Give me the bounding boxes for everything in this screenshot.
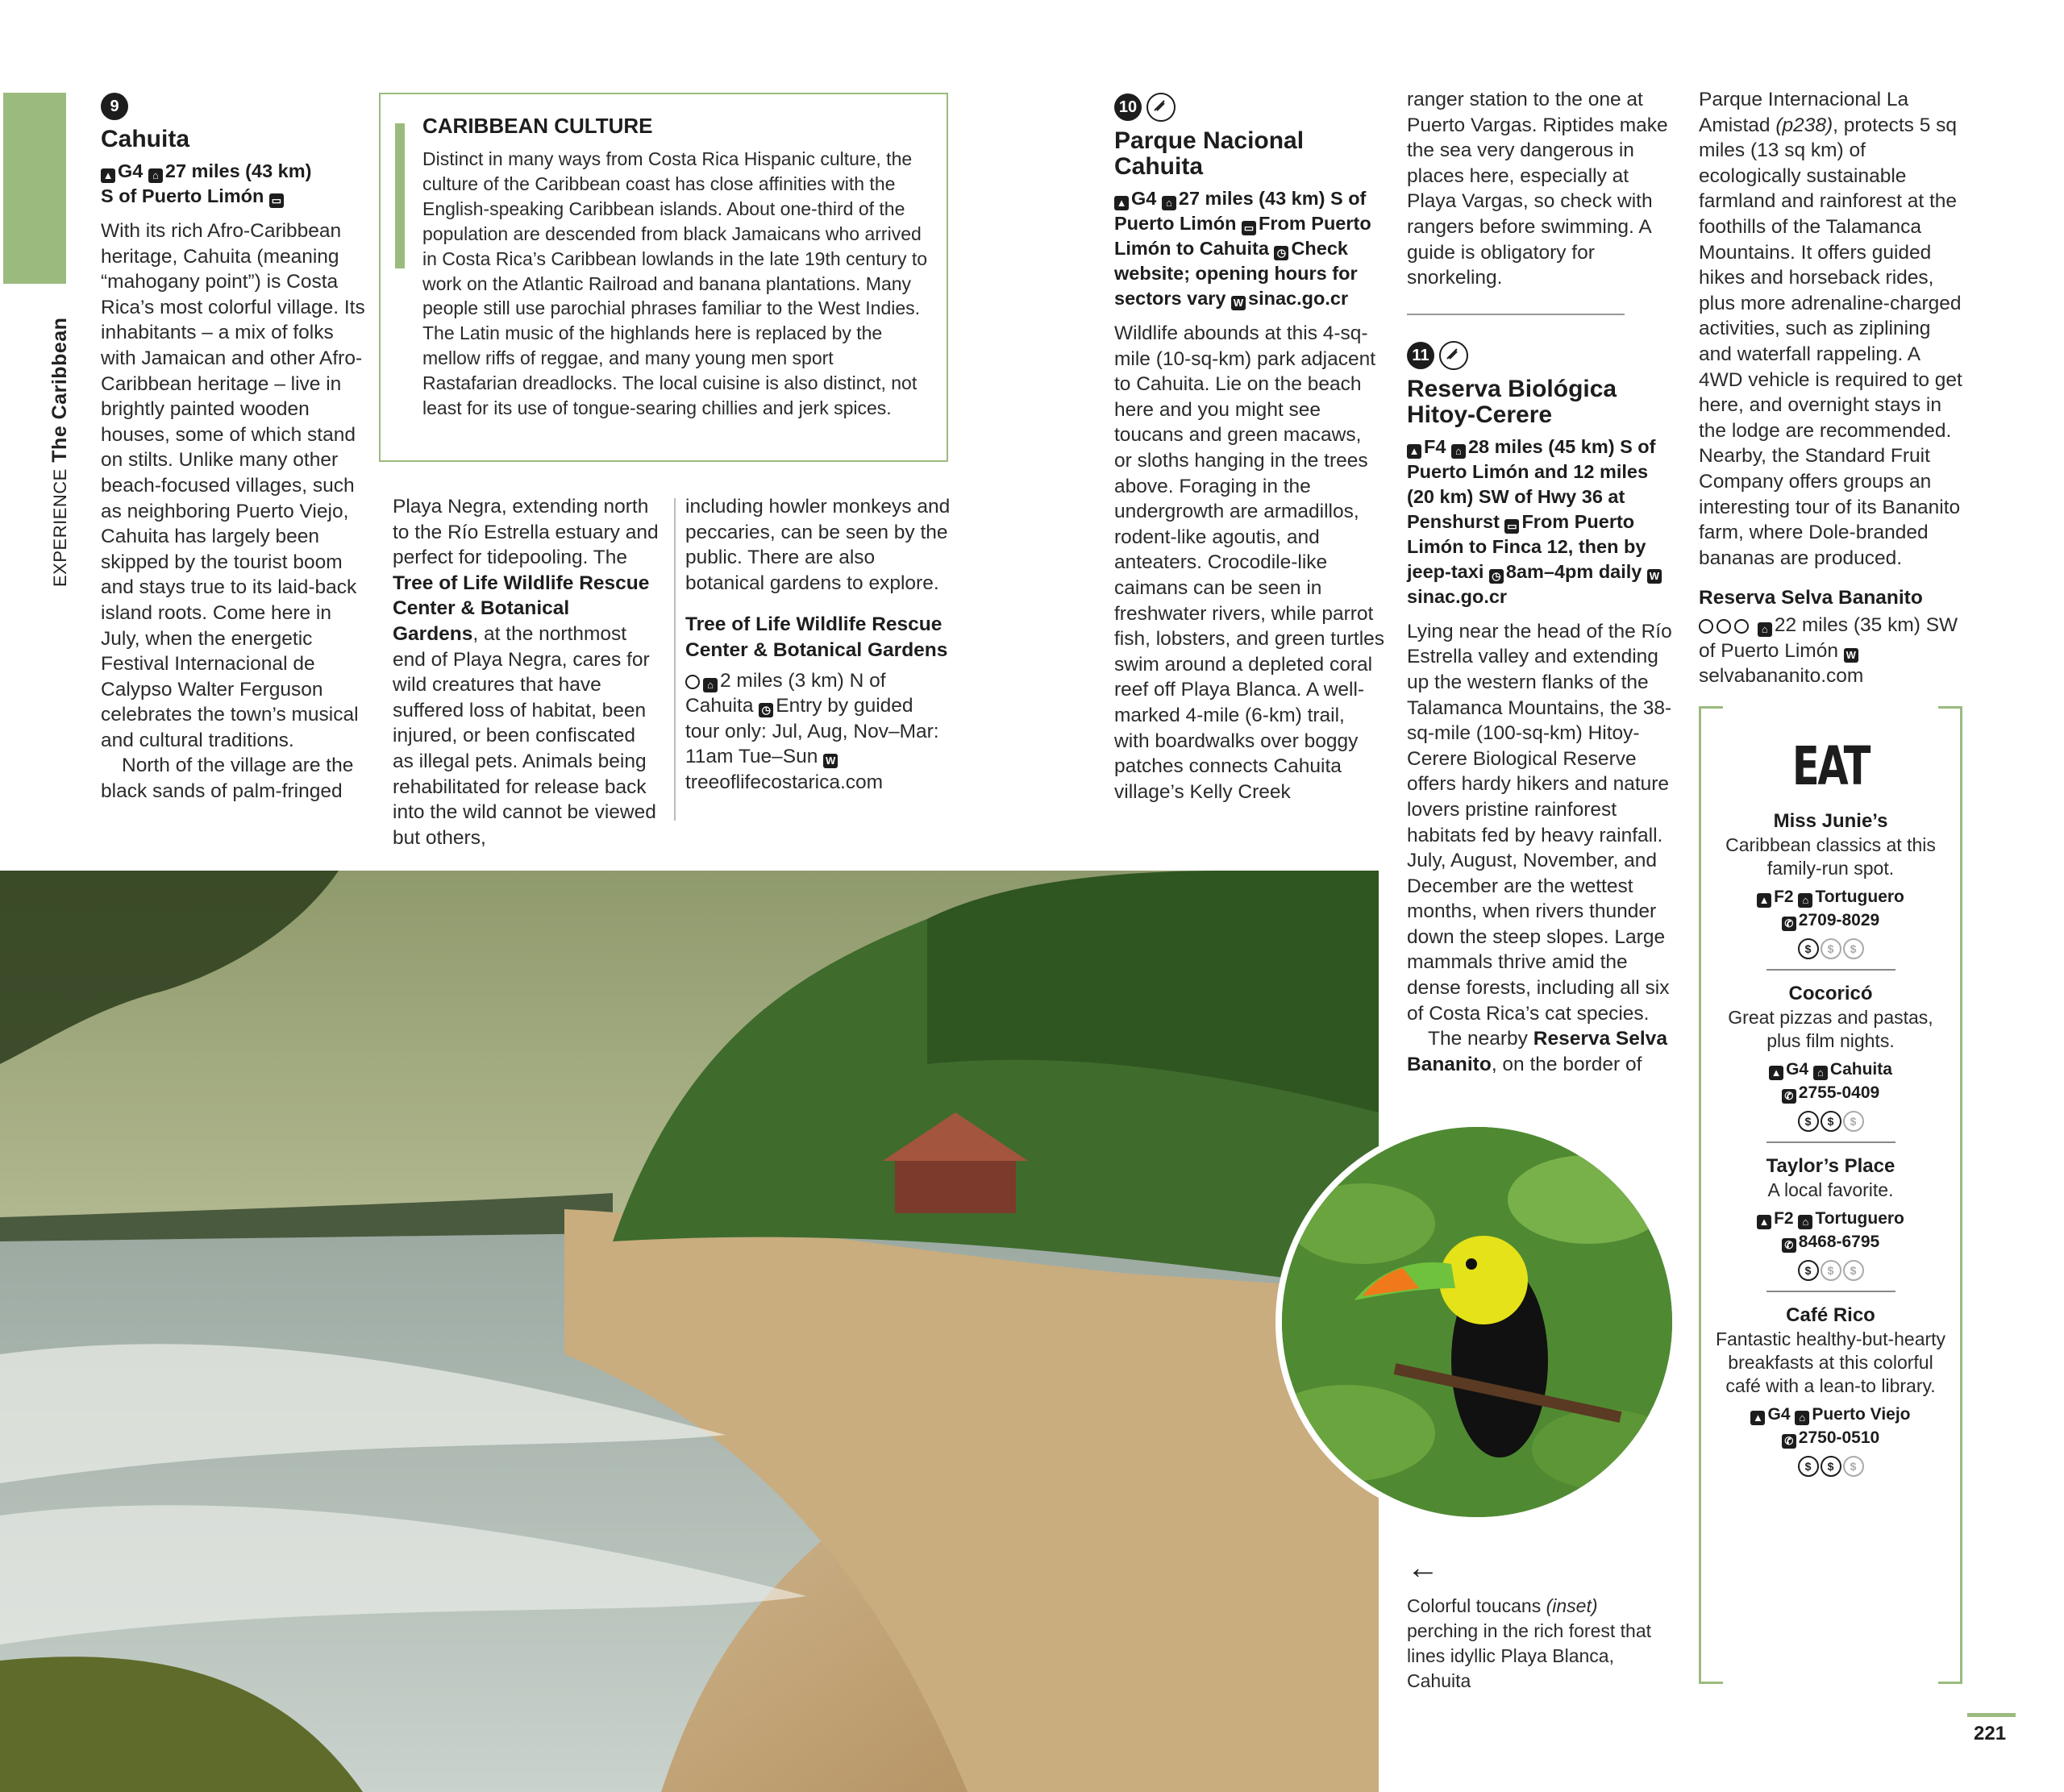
selva-bananito-link[interactable]: Reserva Selva Bananito xyxy=(1407,1028,1667,1075)
entry-number-10: 10 xyxy=(1114,94,1142,121)
map-icon: ▲ xyxy=(1114,196,1129,210)
restaurant-map: G4 xyxy=(1767,1405,1791,1424)
sidebar-section: EXPERIENCE xyxy=(50,468,70,587)
hiking-icon xyxy=(1699,619,1713,634)
caption-arrow-icon: ← xyxy=(1407,1550,1439,1586)
rsb-distance: 22 miles (35 km) SW of Puerto Limón xyxy=(1699,614,1958,662)
distance: 27 miles (43 km) xyxy=(164,160,312,181)
eat-list xyxy=(1715,809,1946,1477)
cahuita-paragraph-1: With its rich Afro-Caribbean heritage, Cahuita (meaning “mahogany point”) is Costa Rica’s most colorful village. Its inhabitants – a mix of folks with Jamaican and other Afro-Caribbean heritage – live in brightly painted wooden houses, some of which stand on stilts. Unlike many other beach-focused villages, such as neighboring Puerto Viejo, Cahuita has largely been skipped by the tourist boom and stays true to its laid-back island roots. Come here in July, when the energetic Festival Internacional de Calypso Walter Ferguson celebrates the town’s musical and cultural traditions. xyxy=(101,220,365,751)
web-icon: W xyxy=(1844,648,1858,663)
hours: 8am–4pm daily xyxy=(1505,560,1642,582)
transport: From Puerto Limón to Cahuita xyxy=(1114,213,1371,259)
restaurant-desc: Caribbean classics at this family-run spot. xyxy=(1725,834,1936,879)
direction: S of Puerto Limón xyxy=(101,185,264,206)
map-ref: F4 xyxy=(1424,435,1446,457)
website[interactable]: sinac.go.cr xyxy=(1407,585,1508,607)
sidebar-label xyxy=(48,318,72,587)
col2-text-b: , at the northmost end of Playa Negra, cares for wild creatures that have suffered loss of habitat, been injured, or been confiscated as illegal pets. Animals being rehabilitated for release back into the wild cannot be viewed but others, xyxy=(393,622,656,849)
hitoy-title: Reserva Biológica Hitoy-Cerere xyxy=(1407,375,1617,428)
restaurant-name: Cocoricó xyxy=(1788,983,1873,1004)
price-rating xyxy=(1715,1111,1946,1132)
cahuita-info xyxy=(101,159,371,209)
eat-separator xyxy=(1766,1291,1895,1292)
eat-item xyxy=(1715,809,1946,959)
map-ref: G4 xyxy=(118,160,144,181)
beach-photo xyxy=(0,871,1379,1792)
tol-web[interactable]: treeoflifecostarica.com xyxy=(685,771,884,793)
page-ref[interactable]: (p238) xyxy=(1775,114,1833,136)
map-icon: ▲ xyxy=(101,168,115,183)
toucan-inset xyxy=(1275,1121,1679,1524)
restaurant-map: F2 xyxy=(1774,888,1794,906)
phone-icon: ✆ xyxy=(1782,1089,1796,1104)
caption-text-a: Colorful toucans xyxy=(1407,1595,1546,1616)
cahuita-section xyxy=(101,93,371,805)
price-icon: $ xyxy=(1843,938,1864,959)
clock-icon: ◷ xyxy=(759,703,773,717)
eat-separator xyxy=(1766,1141,1895,1143)
map-icon: ▲ xyxy=(1407,444,1421,459)
caribbean-culture-box xyxy=(379,93,948,462)
map-icon: ▲ xyxy=(1757,1215,1771,1229)
restaurant-desc: A local favorite. xyxy=(1767,1179,1894,1200)
price-icon: $ xyxy=(1798,1456,1819,1477)
transport: From Puerto Limón to Finca 12, then by jeep-taxi xyxy=(1407,510,1646,582)
column-6 xyxy=(1699,87,1965,689)
entry-number-9: 9 xyxy=(101,93,128,120)
restaurant-map: G4 xyxy=(1786,1060,1809,1079)
cahuita-title: Cahuita xyxy=(101,126,190,152)
entry-number-11: 11 xyxy=(1407,342,1434,369)
column-5 xyxy=(1407,87,1673,1077)
hitoy-info xyxy=(1407,434,1673,609)
pn-cahuita-body: Wildlife abounds at this 4-sq-mile (10-sq-km) park adjacent to Cahuita. Lie on the beach here and you might see toucans and green macaws, or sloths hanging in the trees above. Foraging in the undergrowth are armadillos, rodent-like agoutis, and anteaters. Crocodile-like caimans can be seen in freshwater rivers, while parrot fish, lobsters, and green turtles swim around a depleted coral reef off Playa Blanca. A well-marked 4-mile (6-km) trail, with boardwalks over boggy patches connects Cahuita village’s Kelly Creek xyxy=(1114,322,1385,803)
restaurant-phone: 8468-6795 xyxy=(1798,1233,1880,1251)
price-icon: $ xyxy=(1821,938,1841,959)
restaurant-meta xyxy=(1715,885,1946,932)
culture-text: Distinct in many ways from Costa Rica Hispanic culture, the culture of the Caribbean coast has close affinities with the English-speaking Caribbean islands. About one-third of the population are descended from black Jamaicans who arrived in Costa Rica’s Caribbean lowlands in the late 19th century to work on the Atlantic Railroad and banana plantations. Many people still use parochial phrases familiar to the West Indies. The Latin music of the highlands here is replaced by the mellow riffs of reggae, and many young men sport Rastafarian dreadlocks. The local cuisine is also distinct, not least for its use of tongue-searing chillies and jerk spices. xyxy=(422,148,928,419)
restaurant-place: Puerto Viejo xyxy=(1812,1405,1911,1424)
location-icon: ⌂ xyxy=(703,678,718,692)
location-icon: ⌂ xyxy=(1795,1411,1809,1425)
photo-caption xyxy=(1407,1552,1673,1694)
price-icon: $ xyxy=(1821,1456,1841,1477)
caption-text-b: perching in the rich forest that lines idyllic Playa Blanca, Cahuita xyxy=(1407,1620,1651,1691)
price-icon: $ xyxy=(1821,1260,1841,1281)
pn-cahuita-info xyxy=(1114,186,1384,311)
bus-icon: ▭ xyxy=(1504,519,1519,534)
web-icon: W xyxy=(823,754,838,768)
restaurant-place: Tortuguero xyxy=(1815,888,1904,906)
eat-box xyxy=(1699,706,1962,1684)
restaurant-desc: Fantastic healthy-but-hearty breakfasts at this colorful café with a lean-to library. xyxy=(1715,1328,1946,1396)
phone-icon: ✆ xyxy=(1782,1434,1796,1449)
bus-icon: ▭ xyxy=(269,193,284,208)
column-divider xyxy=(674,498,676,821)
sidebar-region: The Caribbean xyxy=(48,317,71,463)
restaurant-meta xyxy=(1715,1207,1946,1254)
rsb-web[interactable]: selvabananito.com xyxy=(1699,665,1864,688)
restaurant-name: Café Rico xyxy=(1786,1304,1875,1326)
cahuita-paragraph-2: North of the village are the black sands of palm-fringed xyxy=(101,755,354,803)
restaurant-name: Taylor’s Place xyxy=(1766,1155,1895,1177)
price-icon: $ xyxy=(1843,1456,1864,1477)
rsb-title: Reserva Selva Bananito xyxy=(1699,587,1923,609)
restaurant-phone: 2750-0510 xyxy=(1798,1428,1880,1447)
price-icon: $ xyxy=(1798,1111,1819,1132)
pn-cahuita-title: Parque Nacional Cahuita xyxy=(1114,127,1305,180)
col6-text xyxy=(1699,87,1965,571)
price-rating xyxy=(1715,1260,1946,1281)
culture-box-accent xyxy=(395,123,405,268)
eat-heading: EAT xyxy=(1791,735,1870,797)
culture-heading: CARIBBEAN CULTURE xyxy=(422,114,653,138)
bus-icon: ▭ xyxy=(1242,221,1256,235)
tol-hours: Entry by guided tour only: Jul, Aug, Nov–Mar: 11am Tue–Sun xyxy=(685,695,939,768)
eat-item xyxy=(1715,1154,1946,1281)
location-icon: ⌂ xyxy=(1813,1066,1828,1080)
location-icon: ⌂ xyxy=(1798,1215,1812,1229)
map-icon: ▲ xyxy=(1769,1066,1783,1080)
column-2 xyxy=(393,494,659,850)
restaurant-meta xyxy=(1715,1403,1946,1449)
sidebar-tab xyxy=(3,93,66,284)
phone-icon: ✆ xyxy=(1782,1238,1796,1253)
restaurant-desc: Great pizzas and pastas, plus film nights. xyxy=(1728,1007,1933,1051)
location-icon: ⌂ xyxy=(1162,196,1176,210)
hitoy-paragraph-1: Lying near the head of the Río Estrella valley and extending up the western flanks of the Talamanca Mountains, the 38-sq-mile (100-sq-km) Hitoy-Cerere Biological Reserve offers hardy hikers and nature lovers pristine rainforest habitats fed by heavy rainfall. July, August, November, and December are the wettest months, when rivers thunder down the steep slopes. Large mammals thrive amid the dense forests, including all six of Costa Rica’s cat species. xyxy=(1407,620,1672,1025)
eat-item xyxy=(1715,982,1946,1132)
restaurant-meta xyxy=(1715,1058,1946,1104)
web-icon: W xyxy=(1647,569,1662,584)
col5-text: ranger station to the one at Puerto Vargas. Riptides make the sea very dangerous in places here, especially at Playa Vargas, so check with rangers before swimming. A guide is obligatory for snorkeling. xyxy=(1407,89,1668,289)
restaurant-name: Miss Junie’s xyxy=(1773,810,1888,832)
tol-title: Tree of Life Wildlife Rescue Center & Botanical Gardens xyxy=(685,613,948,661)
hitoy-p2-b: , on the border of xyxy=(1491,1053,1642,1075)
hiking-icon xyxy=(1146,93,1176,122)
restaurant-place: Tortuguero xyxy=(1815,1209,1904,1228)
price-icon: $ xyxy=(1821,1111,1841,1132)
col2-text-a: Playa Negra, extending north to the Río Estrella estuary and perfect for tidepooling. The xyxy=(393,496,659,569)
wildlife-icon xyxy=(685,675,700,689)
hitoy-p2-a: The nearby xyxy=(1428,1028,1533,1050)
price-icon: $ xyxy=(1798,1260,1819,1281)
map-icon: ▲ xyxy=(1757,893,1771,908)
distance: 28 miles (45 km) S of Puerto Limón and 12 miles (20 km) SW of Hwy 36 at Penshurst xyxy=(1407,435,1656,532)
page-number: 221 xyxy=(1974,1723,2007,1744)
clock-icon: ◷ xyxy=(1489,569,1504,584)
tree-of-life-link[interactable]: Tree of Life Wildlife Rescue Center & Botanical Gardens xyxy=(393,572,650,645)
column-3 xyxy=(685,494,951,796)
hitoy-body xyxy=(1407,619,1673,1078)
col6-text-a: Parque Internacional La Amistad xyxy=(1699,89,1909,136)
caption-inset: (inset) xyxy=(1546,1595,1598,1616)
map-icon: ▲ xyxy=(1750,1411,1765,1425)
price-icon: $ xyxy=(1843,1111,1864,1132)
restaurant-phone: 2709-8029 xyxy=(1798,911,1880,929)
location-icon: ⌂ xyxy=(148,168,163,183)
price-rating xyxy=(1715,1456,1946,1477)
rsb-info xyxy=(1699,613,1965,689)
price-icon: $ xyxy=(1843,1260,1864,1281)
tol-distance: 2 miles (3 km) N of Cahuita xyxy=(685,669,886,717)
tol-info xyxy=(685,668,951,796)
toucan-illustration xyxy=(1282,1127,1672,1517)
eat-separator xyxy=(1766,969,1895,971)
cahuita-body xyxy=(101,218,371,805)
pn-cahuita-section xyxy=(1114,93,1384,805)
map-ref: G4 xyxy=(1131,188,1157,209)
column-5-rule xyxy=(1407,314,1625,315)
hiking-icon xyxy=(1439,341,1468,370)
website[interactable]: sinac.go.cr xyxy=(1248,288,1349,309)
drink-icon xyxy=(1734,619,1749,634)
price-icon: $ xyxy=(1798,938,1819,959)
beach-illustration xyxy=(0,871,1379,1792)
clock-icon: ◷ xyxy=(1274,246,1288,260)
eat-item xyxy=(1715,1303,1946,1477)
price-rating xyxy=(1715,938,1946,959)
location-icon: ⌂ xyxy=(1798,893,1812,908)
restaurant-phone: 2755-0409 xyxy=(1798,1083,1880,1102)
web-icon: W xyxy=(1231,296,1246,310)
distance: 27 miles (43 km) S of Puerto Limón xyxy=(1114,188,1367,234)
restaurant-place: Cahuita xyxy=(1829,1060,1892,1079)
col6-text-b: , protects 5 sq miles (13 sq km) of ecologically sustainable farmland and rainforest at the foothills of the Talamanca Mountains. It offers guided hikes and horseback rides, plus more adrenaline-charged activities, such as ziplining and waterfall rappeling. A 4WD vehicle is required to get here, and overnight stays in the lodge are recommended. Nearby, the Standard Fruit Company offers groups an interesting tour of its Bananito farm, where Dole-branded bananas are produced. xyxy=(1699,114,1962,569)
restaurant-map: F2 xyxy=(1774,1209,1794,1228)
page-number-rule xyxy=(1967,1713,2016,1717)
location-icon: ⌂ xyxy=(1451,444,1466,459)
cycling-icon xyxy=(1717,619,1731,634)
location-icon: ⌂ xyxy=(1758,622,1772,637)
phone-icon: ✆ xyxy=(1782,917,1796,931)
col3-text: including howler monkeys and peccaries, can be seen by the public. There are also botanical gardens to explore. xyxy=(685,496,951,594)
hours: Check website; opening hours for sectors vary xyxy=(1114,238,1358,309)
